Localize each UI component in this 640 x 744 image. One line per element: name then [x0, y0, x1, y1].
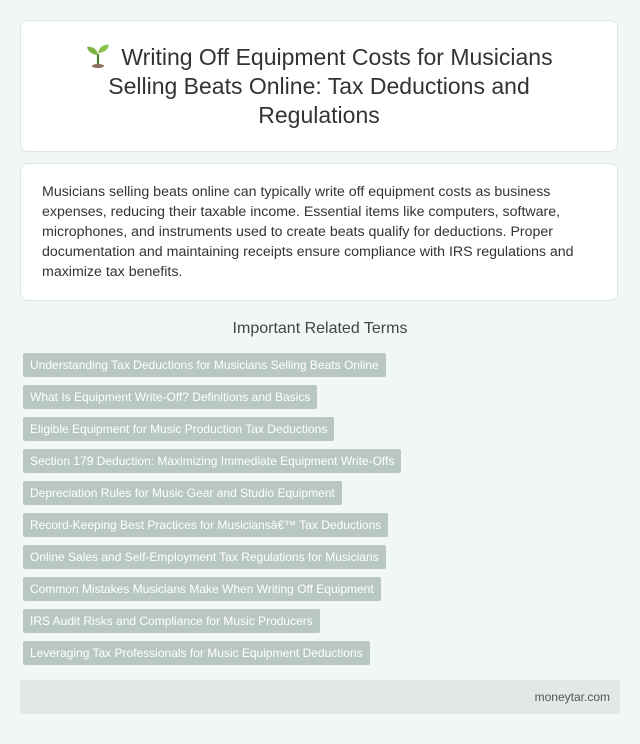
- related-term-item: [23, 545, 623, 569]
- related-term-item: [23, 449, 623, 473]
- related-term-link[interactable]: What Is Equipment Write-Off? Definitions and Basics: [23, 385, 317, 409]
- related-term-item: [23, 385, 623, 409]
- seedling-icon: [85, 42, 111, 68]
- related-term-item: [23, 513, 623, 537]
- footer-site-name: moneytar.com: [534, 690, 610, 704]
- summary-text: Musicians selling beats online can typically write off equipment costs as business expenses, reducing their taxable income. Essential items like computers, software, microphones, and instruments used to create beats qualify for deductions. Proper documentation and maintaining receipts ensure compliance with IRS regulations and maximize tax benefits.: [42, 184, 574, 280]
- footer: [20, 680, 620, 714]
- page-title: [61, 42, 577, 130]
- summary-card: [20, 163, 618, 301]
- related-term-link[interactable]: Record-Keeping Best Practices for Musiciansâ€™ Tax Deductions: [23, 513, 388, 537]
- page-title-text: Writing Off Equipment Costs for Musicians Selling Beats Online: Tax Deductions and Regulations: [108, 44, 553, 128]
- related-term-link[interactable]: Eligible Equipment for Music Production Tax Deductions: [23, 417, 334, 441]
- related-term-item: [23, 353, 623, 377]
- related-terms-heading: Important Related Terms: [232, 320, 408, 337]
- related-term-link[interactable]: Online Sales and Self-Employment Tax Regulations for Musicians: [23, 545, 386, 569]
- related-terms-list: [23, 353, 623, 673]
- related-term-item: [23, 609, 623, 633]
- related-term-item: [23, 577, 623, 601]
- related-term-link[interactable]: Leveraging Tax Professionals for Music Equipment Deductions: [23, 641, 370, 665]
- related-term-item: [23, 417, 623, 441]
- related-term-link[interactable]: Common Mistakes Musicians Make When Writing Off Equipment: [23, 577, 381, 601]
- related-term-item: [23, 481, 623, 505]
- related-term-link[interactable]: Depreciation Rules for Music Gear and Studio Equipment: [23, 481, 342, 505]
- title-card: [20, 20, 618, 152]
- related-term-link[interactable]: IRS Audit Risks and Compliance for Music Producers: [23, 609, 320, 633]
- related-term-link[interactable]: Section 179 Deduction: Maximizing Immediate Equipment Write-Offs: [23, 449, 401, 473]
- related-term-link[interactable]: Understanding Tax Deductions for Musicians Selling Beats Online: [23, 353, 386, 377]
- related-term-item: [23, 641, 623, 665]
